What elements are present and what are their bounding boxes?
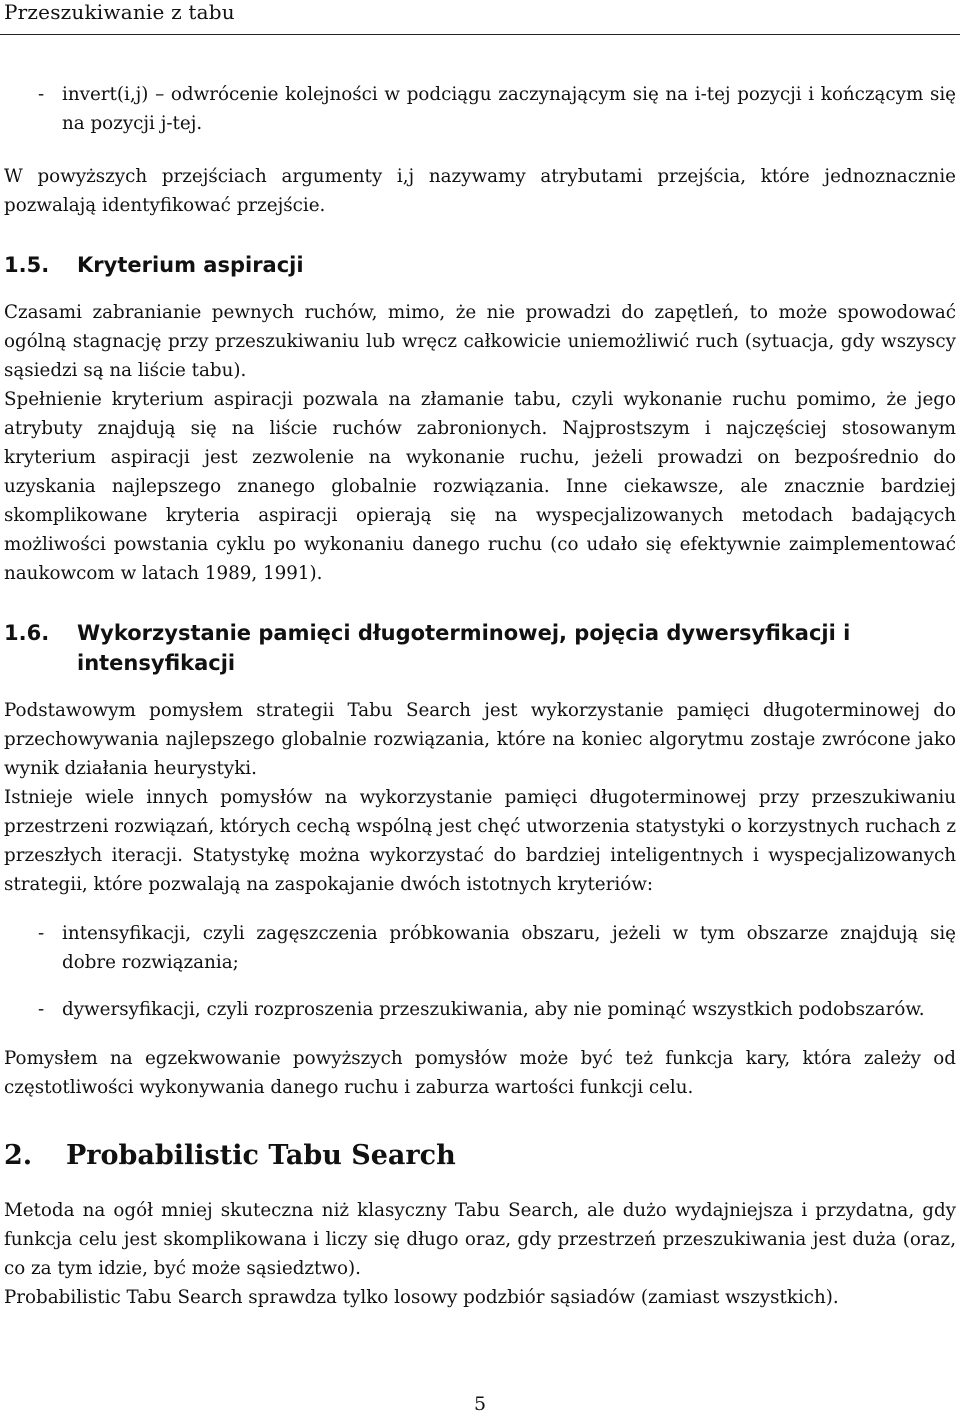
- header-rule: [0, 34, 960, 35]
- paragraph: Spełnienie kryterium aspiracji pozwala na złamanie tabu, czyli wykonanie ruchu pomimo, że jego atrybuty znajdują się na liście ruchów zabronionych. Najprostszym i najczęściej stosowanym kryterium aspiracji jest zezwolenie na wykonanie ruchu, jeżeli prowadzi on bezpośrednio do uzyskania najlepszego znanego globalnie rozwiązania. Inne ciekawsze, ale znacznie bardziej skomplikowane kryteria aspiracji opierają się na wyspecjalizowanych metodach badających możliwości powstania cyklu po wykonaniu danego ruchu (co udało się efektywnie zaimplementować naukowcom w latach 1989, 1991).: [4, 389, 956, 584]
- list-item-text: intensyfikacji, czyli zagęszczenia próbkowania obszaru, jeżeli w tym obszarze znajdują się dobre rozwiązania;: [62, 923, 956, 973]
- list-dash: -: [38, 999, 45, 1020]
- section-number: 1.5.: [4, 253, 50, 277]
- section-heading-2: [4, 1136, 956, 1176]
- list-item-intensification: [4, 919, 956, 977]
- list-dash: -: [38, 84, 45, 105]
- section-title: Wykorzystanie pamięci długoterminowej, pojęcia dywersyfikacji i intensyfikacji: [77, 621, 851, 675]
- intro-paragraph: W powyższych przejściach argumenty i,j nazywamy atrybutami przejścia, które jednoznacznie pozwalają identyfikować przejście.: [4, 166, 956, 216]
- page-number: 5: [473, 1393, 487, 1415]
- section-heading-1-5: [4, 250, 956, 280]
- section-title: Kryterium aspiracji: [77, 253, 304, 277]
- section-number: 2.: [4, 1140, 33, 1171]
- list-item-invert: [4, 80, 956, 138]
- section-title: Probabilistic Tabu Search: [66, 1140, 456, 1171]
- paragraph: Istnieje wiele innych pomysłów na wykorzystanie pamięci długoterminowej przy przeszukiwaniu przestrzeni rozwiązań, których cechą wspólną jest chęć utworzenia statystyki o korzystnych ruchach z przeszłych iteracji. Statystykę można wykorzystać do bardziej inteligentnych i wyspecjalizowanych strategii, które pozwalają na zaspokajanie dwóch istotnych kryteriów:: [4, 787, 956, 895]
- paragraph: Metoda na ogół mniej skuteczna niż klasyczny Tabu Search, ale dużo wydajniejsza i przydatna, gdy funkcja celu jest skomplikowana i liczy się długo oraz, gdy przestrzeń przeszukiwania jest duża (oraz, co za tym idzie, być może sąsiedztwo).: [4, 1200, 956, 1279]
- section-number: 1.6.: [4, 621, 50, 645]
- paragraph: Probabilistic Tabu Search sprawdza tylko losowy podzbiór sąsiadów (zamiast wszystkich).: [4, 1287, 839, 1308]
- list-item-text: invert(i,j) – odwrócenie kolejności w podciągu zaczynającym się na i-tej pozycji i kończącym się na pozycji j-tej.: [62, 84, 956, 134]
- paragraph: Pomysłem na egzekwowanie powyższych pomysłów może być też funkcja kary, która zależy od częstotliwości wykonywania danego ruchu i zaburza wartości funkcji celu.: [4, 1048, 956, 1098]
- running-header: Przeszukiwanie z tabu: [4, 0, 235, 24]
- section-heading-1-6: [4, 618, 956, 678]
- list-item-diversification: [4, 995, 956, 1024]
- paragraph: Czasami zabranianie pewnych ruchów, mimo, że nie prowadzi do zapętleń, to może spowodować ogólną stagnację przy przeszukiwaniu lub wręcz całkowicie uniemożliwić ruch (sytuacja, gdy wszyscy sąsiedzi są na liście tabu).: [4, 302, 956, 381]
- page-body: [4, 80, 956, 1312]
- list-dash: -: [38, 923, 45, 944]
- paragraph: Podstawowym pomysłem strategii Tabu Search jest wykorzystanie pamięci długoterminowej do przechowywania najlepszego globalnie rozwiązania, które na koniec algorytmu zostaje zwrócone jako wynik działania heurystyki.: [4, 700, 956, 779]
- list-item-text: dywersyfikacji, czyli rozproszenia przeszukiwania, aby nie pominąć wszystkich podobszarów.: [62, 999, 925, 1020]
